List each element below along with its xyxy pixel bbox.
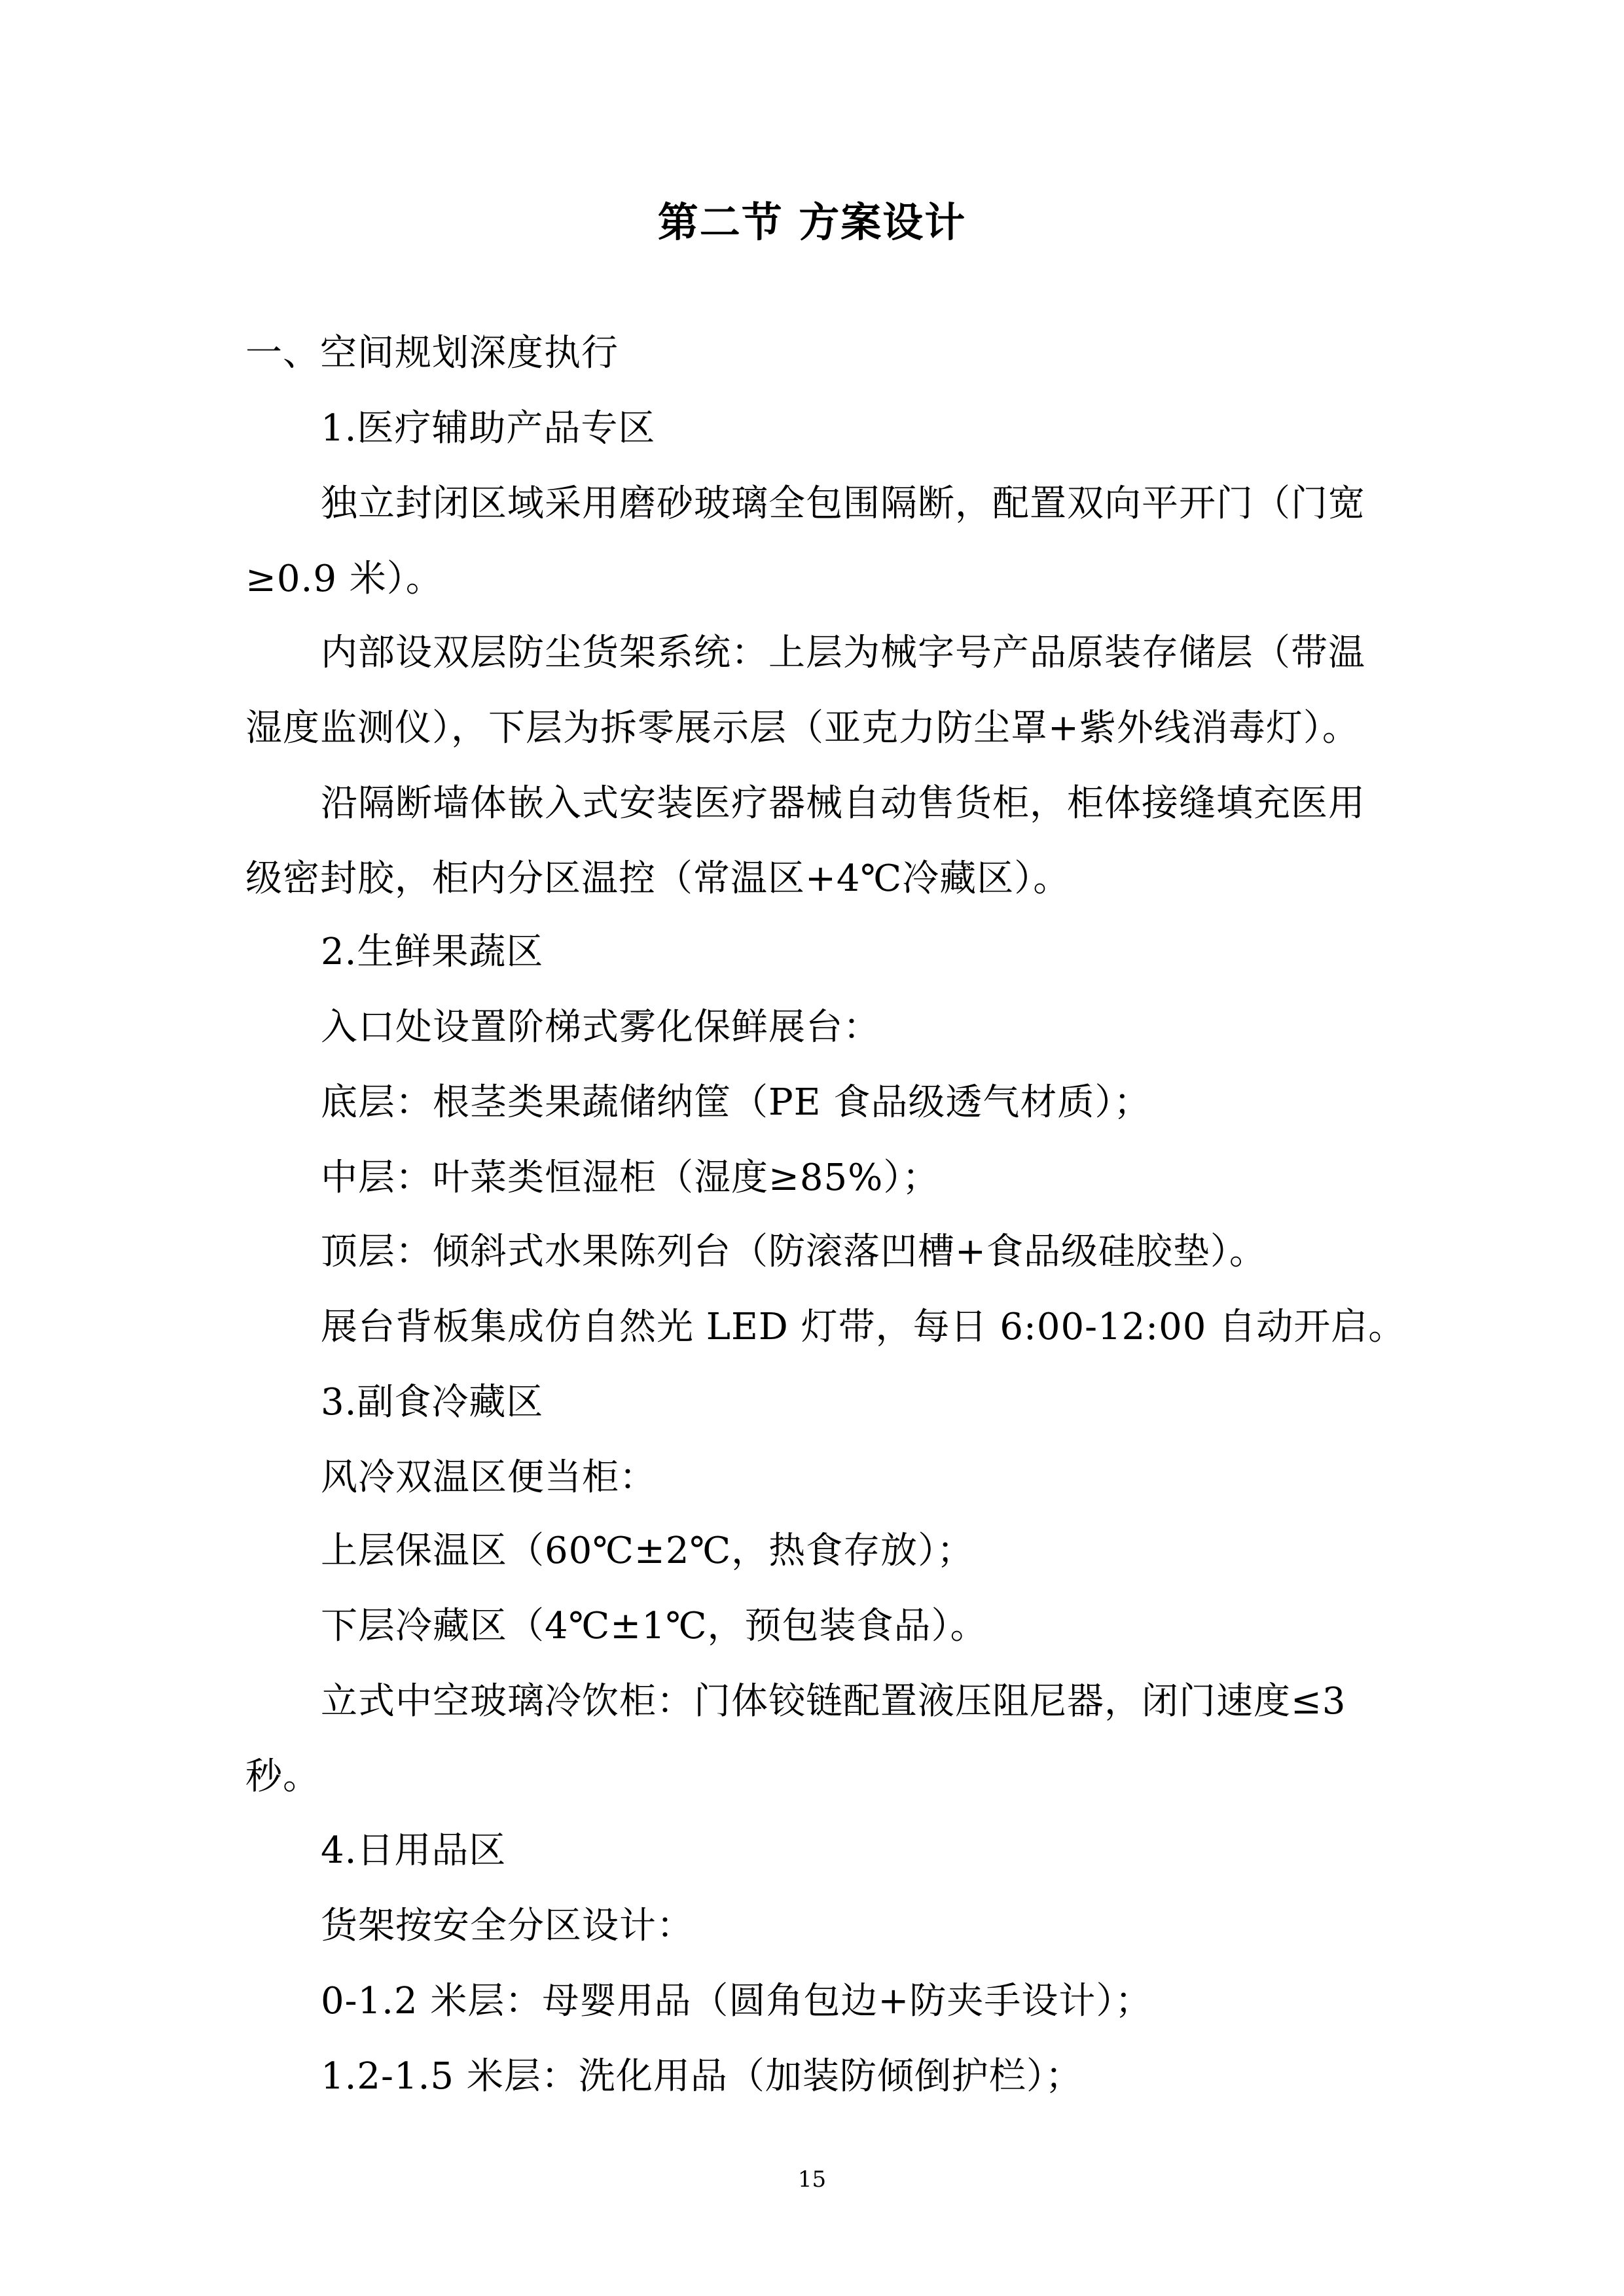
page-number: 15 [797,2166,827,2193]
paragraph-line: 沿隔断墙体嵌入式安装医疗器械自动售货柜，柜体接缝填充医用 [321,782,1365,825]
paragraph-line: 入口处设置阶梯式雾化保鲜展台： [321,1006,880,1049]
paragraph-line: 上层保温区（60℃±2℃，热食存放）； [321,1530,975,1572]
paragraph-line: 底层：根茎类果蔬储纳筐（PE 食品级透气材质）； [321,1081,1151,1124]
section-title: 第二节 方案设计 [657,198,967,246]
subheading-fresh-produce: 2.生鲜果蔬区 [321,931,544,973]
paragraph-line: 独立封闭区域采用磨砂玻璃全包围隔断，配置双向平开门（门宽 [321,482,1365,525]
paragraph-line: 秒。 [245,1755,320,1798]
paragraph-line: 立式中空玻璃冷饮柜：门体铰链配置液压阻尼器，闭门速度≤3 [321,1680,1346,1723]
subheading-daily-goods: 4.日用品区 [321,1829,507,1872]
paragraph-line: 风冷双温区便当柜： [321,1456,657,1499]
paragraph-line: 1.2-1.5 米层：洗化用品（加装防倾倒护栏）； [321,2055,1083,2098]
paragraph-line: 顶层：倾斜式水果陈列台（防滚落凹槽+食品级硅胶垫）。 [321,1230,1267,1273]
paragraph-line: 中层：叶菜类恒湿柜（湿度≥85%）； [321,1157,940,1199]
subheading-cold-storage: 3.副食冷藏区 [321,1381,544,1424]
paragraph-line: 下层冷藏区（4℃±1℃，预包装食品）。 [321,1605,988,1647]
paragraph-line: ≥0.9 米）。 [245,558,443,600]
heading-space-planning: 一、空间规划深度执行 [245,332,619,374]
paragraph-line: 湿度监测仪），下层为拆零展示层（亚克力防尘罩+紫外线消毒灯）。 [245,707,1360,749]
paragraph-line: 级密封胶，柜内分区温控（常温区+4℃冷藏区）。 [245,857,1071,900]
paragraph-line: 展台背板集成仿自然光 LED 灯带，每日 6:00-12:00 自动开启。 [321,1306,1406,1348]
paragraph-line: 内部设双层防尘货架系统：上层为械字号产品原装存储层（带温 [321,632,1365,674]
subheading-medical-zone: 1.医疗辅助产品专区 [321,407,656,450]
paragraph-line: 货架按安全分区设计： [321,1905,694,1947]
paragraph-line: 0-1.2 米层：母婴用品（圆角包边+防夹手设计）； [321,1980,1153,2022]
